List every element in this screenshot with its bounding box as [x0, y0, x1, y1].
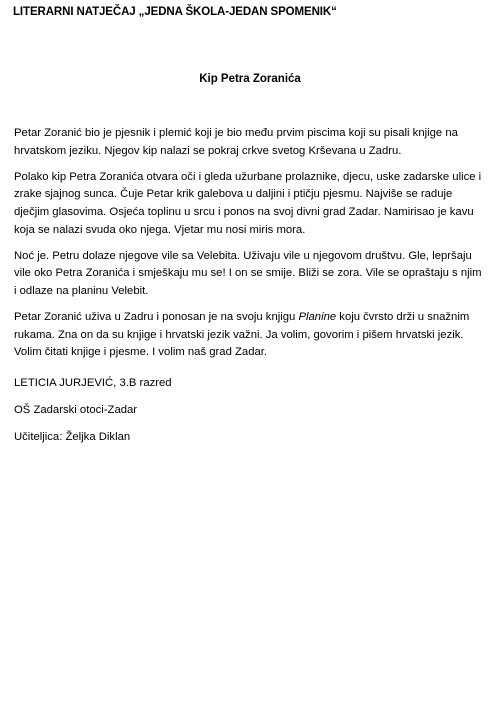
- paragraph-4-after: koju čvrsto drži u snažnim rukama. Zna on da su knjige i hrvatski jezik važni. Ja volim, govorim i pišem hrvatski jezik. Volim čitati knjige i pjesme. I volim naš grad Zadar.: [14, 311, 470, 359]
- paragraph-4-before: Petar Zoranić uživa u Zadru i ponosan je na svoju knjigu: [14, 311, 299, 324]
- teacher-name: Učiteljica: Željka Diklan: [14, 431, 131, 443]
- document-body: [14, 125, 484, 371]
- book-title-planine: Planine: [298, 311, 337, 324]
- author-name: LETICIA JURJEVIĆ, 3.B razred: [14, 377, 172, 389]
- paragraph-4: [14, 309, 484, 362]
- document-title: Kip Petra Zoranića: [199, 73, 301, 85]
- paragraph-2: Polako kip Petra Zoranića otvara oči i gleda užurbane prolaznike, djecu, uske zadarske ulice i zrake sjajnog sunca. Čuje Petar krik galebova u daljini i ptičju pjesmu. Najviše se raduje dječjim glasovima. Osjeća toplinu u srcu i ponos na svoj divni grad Zadar. Namirisao je kavu koja se nalazi svuda oko njega. Vjetar mu nosi miris mora.: [14, 170, 482, 236]
- paragraph-3: Noć je. Petru dolaze njegove vile sa Velebita. Uživaju vile u njegovom društvu. Gle, lepršaju vile oko Petra Zoranića i smješkaju mu se! I on se smije. Bliži se zora. Vile se opraštaju s njim i odlaze na planinu Velebit.: [14, 249, 482, 297]
- signature-block: [14, 376, 172, 457]
- school-name: OŠ Zadarski otoci-Zadar: [14, 404, 138, 416]
- competition-title: LITERARNI NATJEČAJ „JEDNA ŠKOLA-JEDAN SPOMENIK“: [13, 6, 337, 18]
- paragraph-1: Petar Zoranić bio je pjesnik i plemić koji je bio među prvim piscima koji su pisali knjige na hrvatskom jeziku. Njegov kip nalazi se pokraj crkve svetog Krševana u Zadru.: [14, 127, 458, 157]
